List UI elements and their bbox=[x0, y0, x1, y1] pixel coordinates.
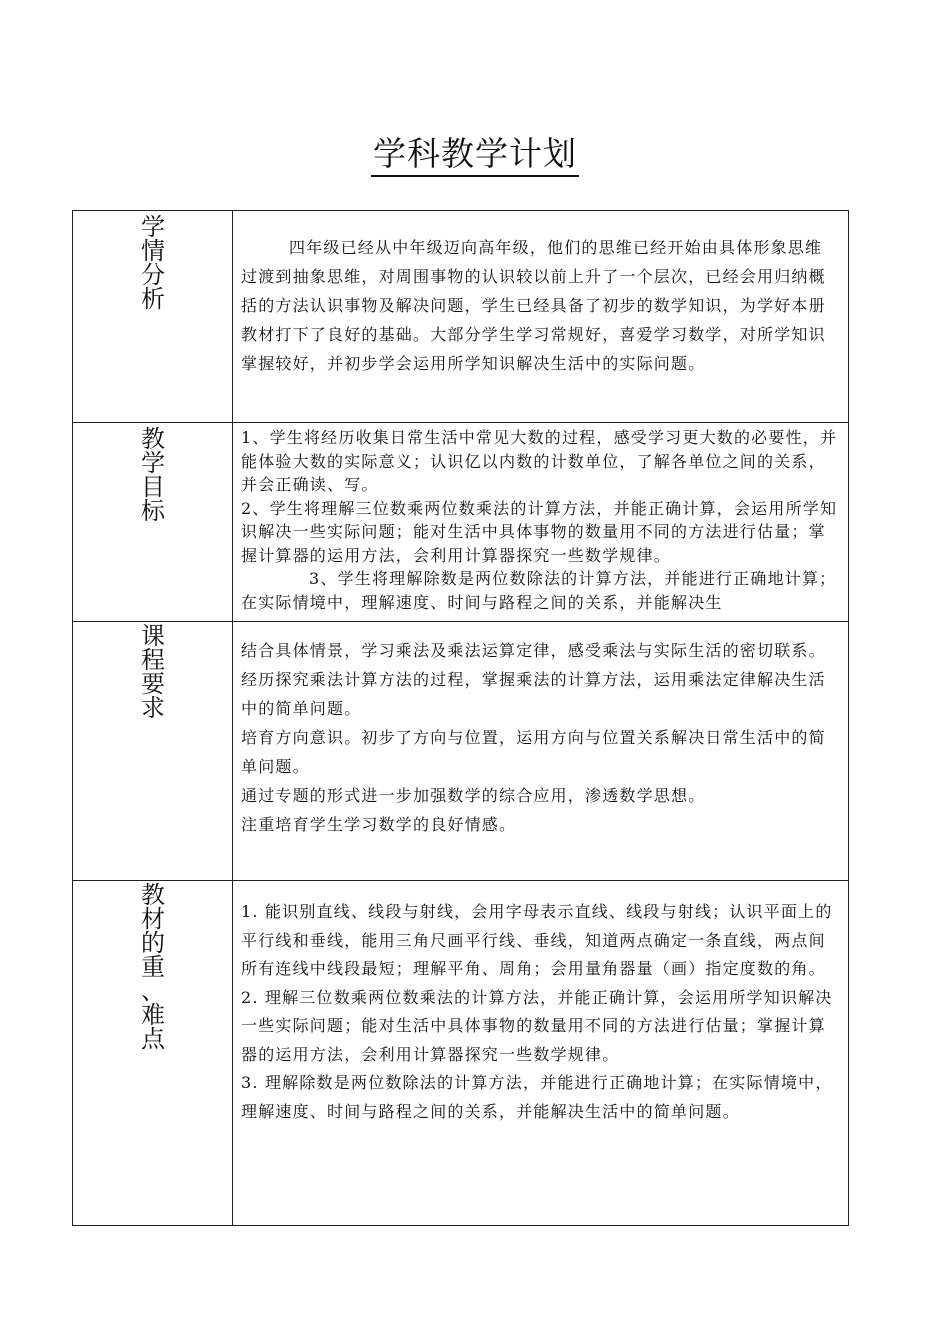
paragraph: 结合具体情景，学习乘法及乘法运算定律，感受乘法与实际生活的密切联系。 bbox=[241, 641, 826, 660]
paragraph: 注重培育学生学习数学的良好情感。 bbox=[241, 815, 517, 834]
paragraph: 培育方向意识。初步了方向与位置，运用方向与位置关系解决日常生活中的简单问题。 bbox=[241, 728, 826, 776]
paragraph: 1、学生将经历收集日常生活中常见大数的过程，感受学习更大数的必要性，并能体验大数的实际意义；认识亿以内数的计数单位，了解各单位之间的关系，并会正确读、写。 bbox=[241, 428, 838, 494]
row-content-key-points bbox=[233, 881, 848, 1242]
paragraph: 2. 理解三位数乘两位数乘法的计算方法，并能正确计算，会运用所学知识解决一些实际问题；能对生活中具体事物的数量用不同的方法进行估量；掌握计算器的运用方法，会利用计算器探究一些数学规律。 bbox=[241, 987, 833, 1064]
row-label-student-analysis: 学 情 分 析 bbox=[73, 211, 233, 422]
plan-table bbox=[72, 210, 849, 1226]
page-title: 学科教学计划 bbox=[0, 128, 950, 175]
table-row-key-points bbox=[73, 881, 848, 1225]
table-row-teaching-goals bbox=[73, 423, 848, 622]
paragraph: 3、学生将理解除数是两位数除法的计算方法，并能进行正确地计算；在实际情境中，理解速度、时间与路程之间的关系，并能解决生 bbox=[241, 569, 837, 612]
row-label-key-points: 教 材 的 重 、 难 点 bbox=[73, 881, 233, 1225]
paragraph: 2、学生将理解三位数乘两位数乘法的计算方法，并能正确计算，会运用所学知识解决一些实际问题；能对生活中具体事物的数量用不同的方法进行估量；掌握计算器的运用方法，会利用计算器探究一些数学规律。 bbox=[241, 498, 838, 565]
row-label-teaching-goals: 教 学 目 标 bbox=[73, 423, 233, 621]
table-row-student-analysis bbox=[73, 211, 848, 423]
paragraph: 3. 理解除数是两位数除法的计算方法，并能进行正确地计算；在实际情境中，理解速度、时间与路程之间的关系，并能解决生活中的简单问题。 bbox=[241, 1073, 833, 1121]
paragraph: 1. 能识别直线、线段与射线，会用字母表示直线、线段与射线；认识平面上的平行线和垂线，能用三角尺画平行线、垂线，知道两点确定一条直线，两点间所有连线中线段最短；理解平角、周角；会用量角器量（画）指定度数的角。 bbox=[241, 902, 833, 978]
paragraph: 经历探究乘法计算方法的过程，掌握乘法的计算方法，运用乘法定律解决生活中的简单问题。 bbox=[241, 670, 826, 718]
paragraph: 通过专题的形式进一步加强数学的综合应用，渗透数学思想。 bbox=[241, 786, 706, 805]
row-label-course-requirements: 课 程 要 求 bbox=[73, 622, 233, 880]
paragraph: 四年级已经从中年级迈向高年级，他们的思维已经开始由具体形象思维过渡到抽象思维，对周围事物的认识较以前上升了一个层次，已经会用归纳概括的方法认识事物及解决问题，学生已经具备了初步的数学知识，为学好本册教材打下了良好的基础。大部分学生学习常规好，喜爱学习数学，对所学知识掌握较好，并初步学会运用所学知识解决生活中的实际问题。 bbox=[241, 238, 826, 373]
row-content-teaching-goals bbox=[233, 423, 848, 624]
row-content-student-analysis bbox=[233, 211, 848, 444]
table-row-course-requirements bbox=[73, 622, 848, 881]
row-content-course-requirements bbox=[233, 622, 848, 894]
